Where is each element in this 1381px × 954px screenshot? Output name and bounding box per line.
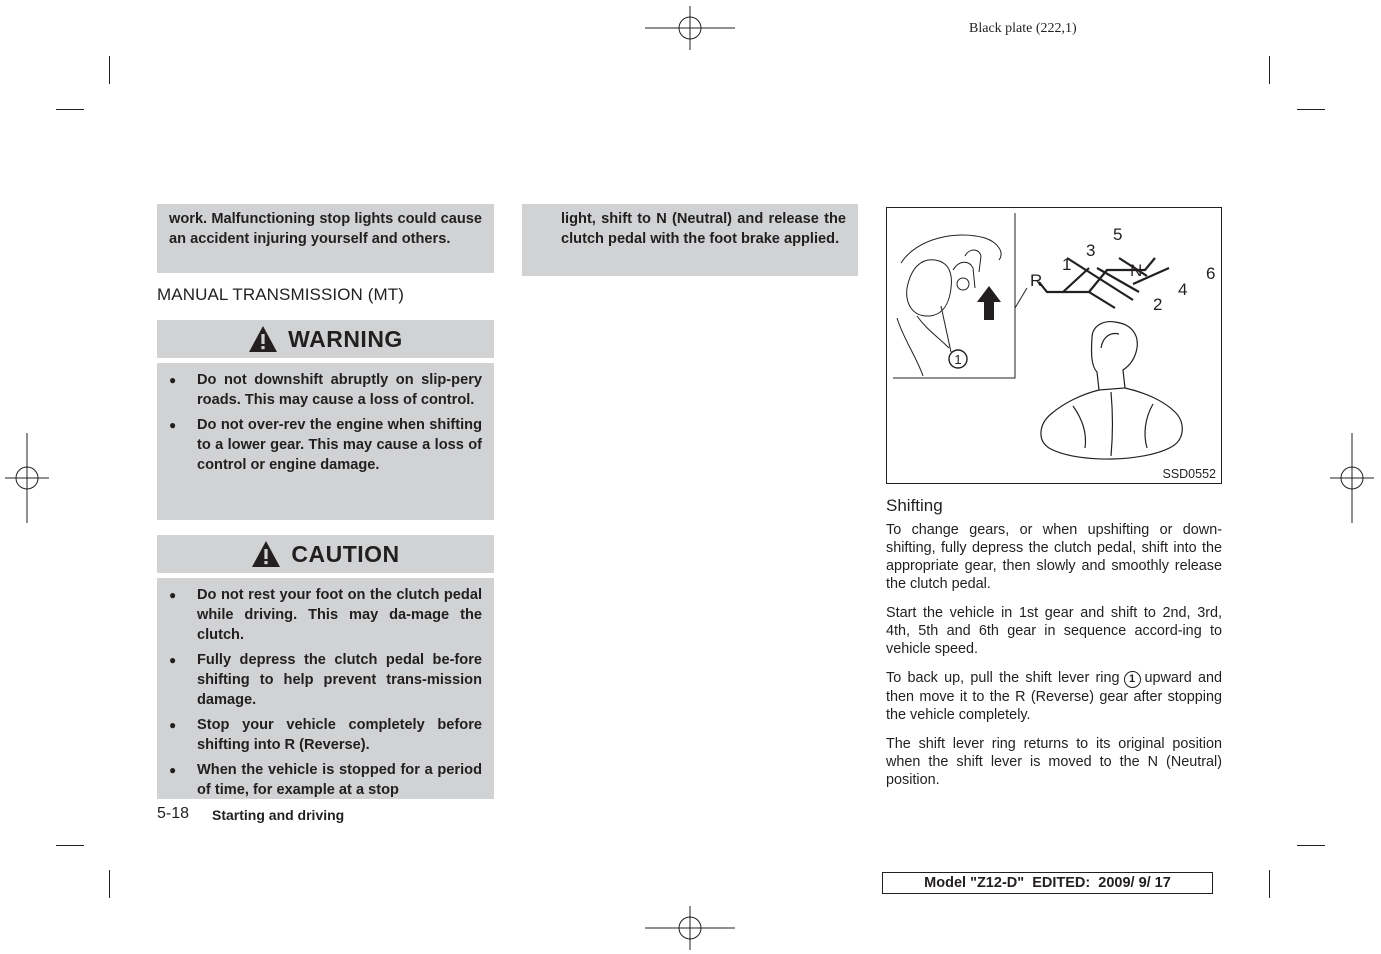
gear-label-5: 5 (1113, 225, 1123, 244)
registration-mark-top (645, 6, 735, 50)
shifting-heading: Shifting (886, 496, 943, 515)
caution-banner (157, 535, 494, 573)
list-item: ● When the vehicle is stopped for a period of time, for example at a stop (169, 762, 482, 798)
callout-label: 1 (954, 352, 962, 367)
gear-label-3: 3 (1086, 241, 1096, 260)
warning-list (157, 363, 494, 520)
figure-code: SSD0552 (1162, 467, 1216, 481)
registration-mark-bottom (645, 906, 735, 950)
list-item: ● Do not downshift abruptly on slip-pery roads. This may cause a loss of control. (169, 372, 482, 408)
continued-warning-box (157, 204, 494, 273)
warning-triangle-icon (251, 540, 281, 568)
shifting-paragraph-1: To change gears, or when upshifting or down-shifting, fully depress the clutch pedal, shift into the appropriate gear, then slowly and smoothly release the clutch pedal. (886, 522, 1222, 592)
caution-label: CAUTION (291, 540, 400, 567)
page-number: 5-18 (157, 805, 190, 822)
list-item: ● Fully depress the clutch pedal be-fore shifting to help prevent trans-mission damage. (169, 652, 482, 708)
gear-label-4: 4 (1178, 280, 1188, 299)
registration-mark-left (5, 433, 49, 523)
list-item: ● Do not over-rev the engine when shifting to a lower gear. This may cause a loss of control or engine damage. (169, 417, 482, 473)
shift-pattern (1039, 258, 1169, 308)
continued-warning-text: work. Malfunctioning stop lights could cause an accident injuring yourself and others. (169, 211, 482, 247)
section-title: MANUAL TRANSMISSION (MT) (157, 285, 405, 304)
gear-label-6: 6 (1206, 264, 1216, 283)
registration-mark-right (1330, 433, 1374, 523)
gear-label-1: 1 (1062, 255, 1072, 274)
gear-label-R: R (1030, 271, 1043, 290)
shift-knob (1041, 322, 1182, 459)
callout-ref: 1 (1124, 671, 1141, 688)
warning-label: WARNING (288, 325, 403, 352)
warning-banner (157, 320, 494, 358)
caution-list (157, 578, 494, 799)
warning-triangle-icon (248, 325, 278, 353)
footer-section-title: Starting and driving (212, 807, 345, 823)
model-edit-stamp: Model "Z12-D" EDITED: 2009/ 9/ 17 (882, 872, 1213, 894)
shift-pattern-diagram (887, 208, 1221, 483)
continued-caution-box (522, 204, 858, 276)
shift-lever-illustration (886, 207, 1222, 484)
shifting-paragraph-3: To back up, pull the shift lever ring 1 upward and then move it to the R (Reverse) gear after stopping the vehicle completely. (886, 670, 1222, 723)
gear-label-2: 2 (1153, 295, 1163, 314)
list-item: ● Do not rest your foot on the clutch pedal while driving. This may da-mage the clutch. (169, 587, 482, 643)
shifting-paragraph-2: Start the vehicle in 1st gear and shift to 2nd, 3rd, 4th, 5th and 6th gear in sequence accord-ing to vehicle speed. (886, 605, 1222, 657)
continued-caution-text: light, shift to N (Neutral) and release the clutch pedal with the foot brake applied. (561, 211, 846, 247)
gear-label-N: N (1130, 261, 1143, 280)
shifting-paragraph-4: The shift lever ring returns to its original position when the shift lever is moved to the N (Neutral) position. (886, 736, 1222, 788)
list-item: ● Stop your vehicle completely before shifting into R (Reverse). (169, 717, 482, 753)
plate-label: Black plate (222,1) (969, 21, 1077, 36)
